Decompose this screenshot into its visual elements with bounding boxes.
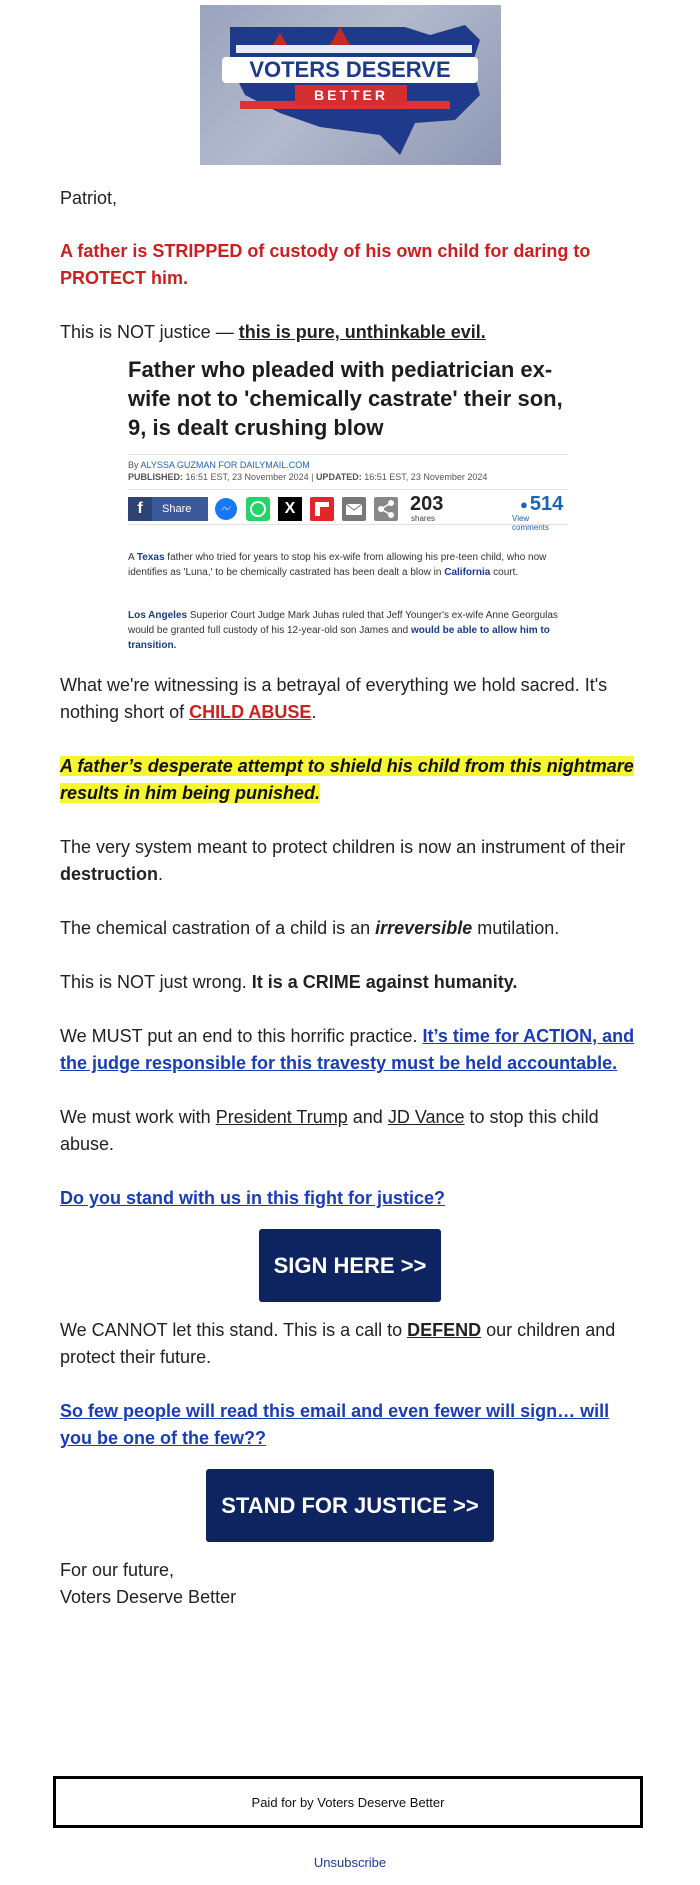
stand-for-justice-button[interactable]: STAND FOR JUSTICE >> (206, 1469, 494, 1542)
child-abuse-emphasis: CHILD ABUSE (189, 702, 312, 722)
castration-paragraph: The chemical castration of a child is an irreversible mutilation. (60, 918, 560, 938)
system-paragraph: The very system meant to protect children is now an instrument of their destruction. (60, 837, 626, 884)
signoff: For our future, Voters Deserve Better (60, 1560, 237, 1607)
whatsapp-icon[interactable] (246, 497, 270, 521)
unsubscribe-link[interactable]: Unsubscribe (313, 1855, 387, 1870)
justice-paragraph: This is NOT justice — this is pure, unthinkable evil. (60, 322, 486, 342)
shares-label: shares (411, 514, 436, 523)
article-headline: Father who pleaded with pediatrician ex-wife not to 'chemically castrate' their son, 9, is dealt crushing blow (128, 357, 563, 440)
view-comments-link[interactable]: View comments (512, 514, 549, 532)
facebook-icon: f (128, 497, 152, 521)
messenger-icon[interactable] (214, 497, 238, 521)
few-paragraph (60, 1398, 640, 1452)
alert-paragraph: A father is STRIPPED of custody of his own child for daring to PROTECT him. (60, 241, 591, 288)
article-paragraph-2: Los Angeles Superior Court Judge Mark Juhas ruled that Jeff Younger's ex-wife Anne Georgulas would be granted full custody of his 12-year-old son James and would be able to allow him to transition. (128, 610, 558, 651)
logo-graphic (200, 5, 501, 165)
article-meta: By ALYSSA GUZMAN FOR DAILYMAIL.COM PUBLISHED: 16:51 EST, 23 November 2024 | UPDATED: 16:51 EST, 23 November 2024 (128, 454, 568, 483)
paid-for-box (53, 1776, 643, 1828)
flipboard-icon[interactable] (310, 497, 334, 521)
work-paragraph: We must work with President Trump and JD Vance to stop this child abuse. (60, 1107, 599, 1154)
sign-here-button[interactable]: SIGN HERE >> (259, 1229, 441, 1302)
highlight-paragraph: A father’s desperate attempt to shield his child from this nightmare results in him being punished. (60, 756, 634, 803)
crime-paragraph: This is NOT just wrong. It is a CRIME against humanity. (60, 972, 518, 992)
logo-line2: BETTER (314, 87, 388, 103)
justice-emphasis: this is pure, unthinkable evil. (238, 322, 486, 342)
action-link[interactable]: It’s time for ACTION, and the judge responsible for this travesty must be held accountable. (60, 1026, 635, 1073)
logo (200, 5, 501, 165)
email-icon[interactable] (342, 497, 366, 521)
comments-count[interactable]: ● 514 (520, 493, 564, 515)
article-paragraph-1: A Texas father who tried for years to stop his ex-wife from allowing his pre-teen child, who now identifies as 'Luna,' to be chemically castrated has been dealt a blow in California court. (128, 552, 547, 578)
share-bar (128, 489, 568, 532)
share-icon[interactable] (374, 497, 398, 521)
few-people-link[interactable]: So few people will read this email and even fewer will sign… will you be one of the few?? (60, 1401, 610, 1448)
must-paragraph: We MUST put an end to this horrific practice. It’s time for ACTION, and the judge responsible for this travesty must be held accountable. (60, 1026, 635, 1073)
x-icon[interactable]: X (278, 497, 302, 521)
betrayal-paragraph: What we're witnessing is a betrayal of everything we hold sacred. It's nothing short of CHILD ABUSE. (60, 675, 608, 722)
facebook-share-button[interactable]: f Share (128, 497, 208, 521)
logo-line1: VOTERS DESERVE (249, 57, 451, 82)
paid-for-text: Paid for by Voters Deserve Better (251, 1794, 445, 1810)
stand-paragraph (60, 1185, 640, 1212)
greeting: Patriot, (60, 188, 118, 208)
shares-count: 203 (410, 493, 444, 515)
cannot-paragraph: We CANNOT let this stand. This is a call to DEFEND our children and protect their future. (60, 1320, 616, 1367)
article-screenshot[interactable] (120, 355, 580, 660)
comment-icon: ● (520, 497, 528, 512)
stand-with-us-link[interactable]: Do you stand with us in this fight for justice? (60, 1188, 445, 1208)
